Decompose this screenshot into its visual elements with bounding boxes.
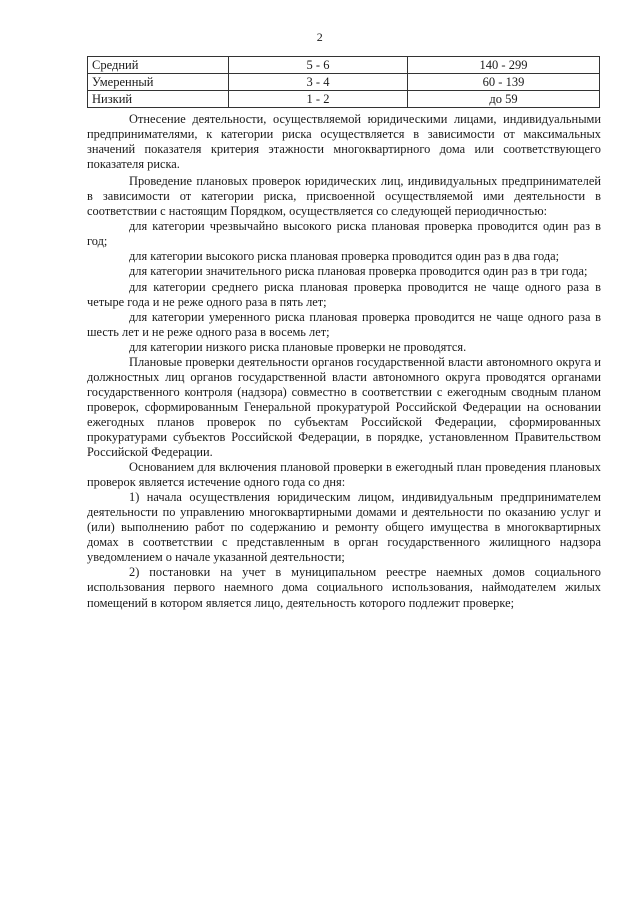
table-cell-floors: 3 - 4 [229, 74, 408, 91]
paragraph-low-risk: для категории низкого риска плановые проверки не проводятся. [129, 339, 467, 354]
paragraph-high-risk: для категории высокого риска плановая проверка проводится один раз в два года; [129, 249, 560, 264]
table-row [88, 91, 600, 108]
paragraph-significant-risk: для категории значительного риска плановая проверка проводится один раз в три года; [129, 264, 588, 279]
table-cell-category: Умеренный [88, 74, 229, 91]
table-cell-floors: 1 - 2 [229, 91, 408, 108]
paragraph-moderate-risk: для категории умеренного риска плановая проверка проводится не чаще одного раза в шесть лет и не реже одного раза в восемь лет; [87, 309, 601, 339]
paragraph-risk-assignment: Отнесение деятельности, осуществляемой юридическими лицами, индивидуальными предпринимателями, к категории риска осуществляется в зависимости от максимальных значений показателя критерия этажности многоквартирного дома или соответствующего показателя риска. [87, 112, 601, 172]
table-row [88, 74, 600, 91]
paragraph-extremely-high-risk: для категории чрезвычайно высокого риска плановая проверка проводится один раз в год; [87, 219, 601, 249]
paragraph-plan-grounds: Основанием для включения плановой проверки в ежегодный план проведения плановых проверок является истечение одного года со дня: [87, 460, 601, 490]
document-body [87, 112, 601, 611]
paragraph-ground-1: 1) начала осуществления юридическим лицом, индивидуальным предпринимателем деятельности по управлению многоквартирными домами и деятельности по оказанию услуг и (или) выполнению работ по содержанию и ремонту общего имущества в многоквартирных домах в соответствии с представленным в орган государственного жилищного надзора уведомлением о начале указанной деятельности; [87, 490, 601, 565]
table-cell-index: 60 - 139 [408, 74, 600, 91]
table-cell-index: до 59 [408, 91, 600, 108]
table-cell-floors: 5 - 6 [229, 57, 408, 74]
paragraph-ground-2: 2) постановки на учет в муниципальном реестре наемных домов социального использования первого наемного дома социального использования, наймодателем жилых помещений в котором является лицо, деятельность которого подлежит проверке; [87, 565, 601, 610]
paragraph-government-inspections: Плановые проверки деятельности органов государственной власти автономного округа и должностных лиц органов государственной власти автономного округа проводятся органами государственного контроля (надзора) совместно в соответствии с ежегодным сводным планом проверок, сформированным Генеральной прокуратурой Российской Федерации на основании ежегодных планов проверок по субъектам Российской Федерации, сформированных прокуратурами субъектов Российской Федерации, в порядке, установленном Правительством Российской Федерации. [87, 354, 601, 460]
table-cell-category: Средний [88, 57, 229, 74]
paragraph-inspection-periodicity: Проведение плановых проверок юридических лиц, индивидуальных предпринимателей в зависимости от категории риска, присвоенной осуществляемой ими деятельности в соответствии с настоящим Порядком, осуществляется со следующей периодичностью: [87, 174, 601, 219]
paragraph-medium-risk: для категории среднего риска плановая проверка проводится не чаще одного раза в четыре года и не реже одного раза в пять лет; [87, 279, 601, 309]
table-row [88, 57, 600, 74]
risk-category-table [87, 56, 600, 108]
table-cell-index: 140 - 299 [408, 57, 600, 74]
page-number: 2 [316, 30, 324, 44]
table-cell-category: Низкий [88, 91, 229, 108]
